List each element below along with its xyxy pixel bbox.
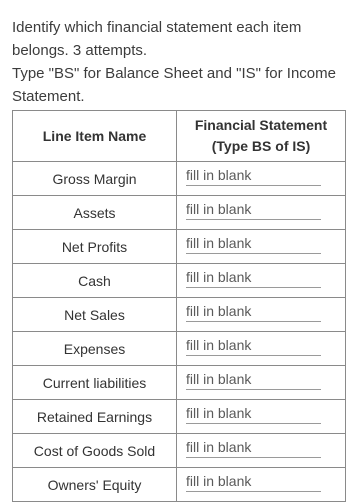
line-item-name: Current liabilities: [13, 366, 177, 400]
line-item-name: Cash: [13, 264, 177, 298]
answer-cell: [177, 298, 346, 332]
line-item-name: Net Profits: [13, 230, 177, 264]
table-row: [13, 400, 346, 434]
fill-in-blank-input[interactable]: [186, 401, 321, 424]
answer-cell: [177, 162, 346, 196]
table-row: [13, 332, 346, 366]
table-row: [13, 196, 346, 230]
header-financial-statement: [177, 111, 346, 162]
header-financial-statement-hint: (Type BS of IS): [211, 138, 311, 154]
line-item-name: Cost of Goods Sold: [13, 434, 177, 468]
statement-table: [12, 110, 346, 502]
line-item-name: Assets: [13, 196, 177, 230]
table-header-row: [13, 111, 346, 162]
header-financial-statement-title: Financial Statement: [194, 117, 328, 133]
table-row: [13, 434, 346, 468]
instructions-line: Type "BS" for Balance Sheet and "IS" for Income: [12, 65, 336, 82]
answer-cell: [177, 400, 346, 434]
instructions-line: Identify which financial statement each item: [12, 19, 302, 36]
line-item-name: Owners' Equity: [13, 468, 177, 502]
answer-cell: [177, 196, 346, 230]
instructions-line: Statement.: [12, 88, 85, 105]
fill-in-blank-input[interactable]: [186, 163, 321, 186]
table-row: [13, 366, 346, 400]
answer-cell: [177, 366, 346, 400]
fill-in-blank-input[interactable]: [186, 231, 321, 254]
fill-in-blank-input[interactable]: [186, 333, 321, 356]
table-row: [13, 264, 346, 298]
answer-cell: [177, 264, 346, 298]
table-row: [13, 162, 346, 196]
fill-in-blank-input[interactable]: [186, 469, 321, 492]
table-row: [13, 298, 346, 332]
answer-cell: [177, 230, 346, 264]
fill-in-blank-input[interactable]: [186, 197, 321, 220]
table-row: [13, 230, 346, 264]
line-item-name: Retained Earnings: [13, 400, 177, 434]
line-item-name: Gross Margin: [13, 162, 177, 196]
fill-in-blank-input[interactable]: [186, 299, 321, 322]
answer-cell: [177, 434, 346, 468]
header-line-item-name: Line Item Name: [13, 111, 177, 162]
line-item-name: Net Sales: [13, 298, 177, 332]
fill-in-blank-input[interactable]: [186, 367, 321, 390]
instructions: [12, 16, 357, 108]
table-row: [13, 468, 346, 502]
line-item-name: Expenses: [13, 332, 177, 366]
fill-in-blank-input[interactable]: [186, 265, 321, 288]
answer-cell: [177, 332, 346, 366]
instructions-line: belongs. 3 attempts.: [12, 42, 148, 59]
answer-cell: [177, 468, 346, 502]
fill-in-blank-input[interactable]: [186, 435, 321, 458]
